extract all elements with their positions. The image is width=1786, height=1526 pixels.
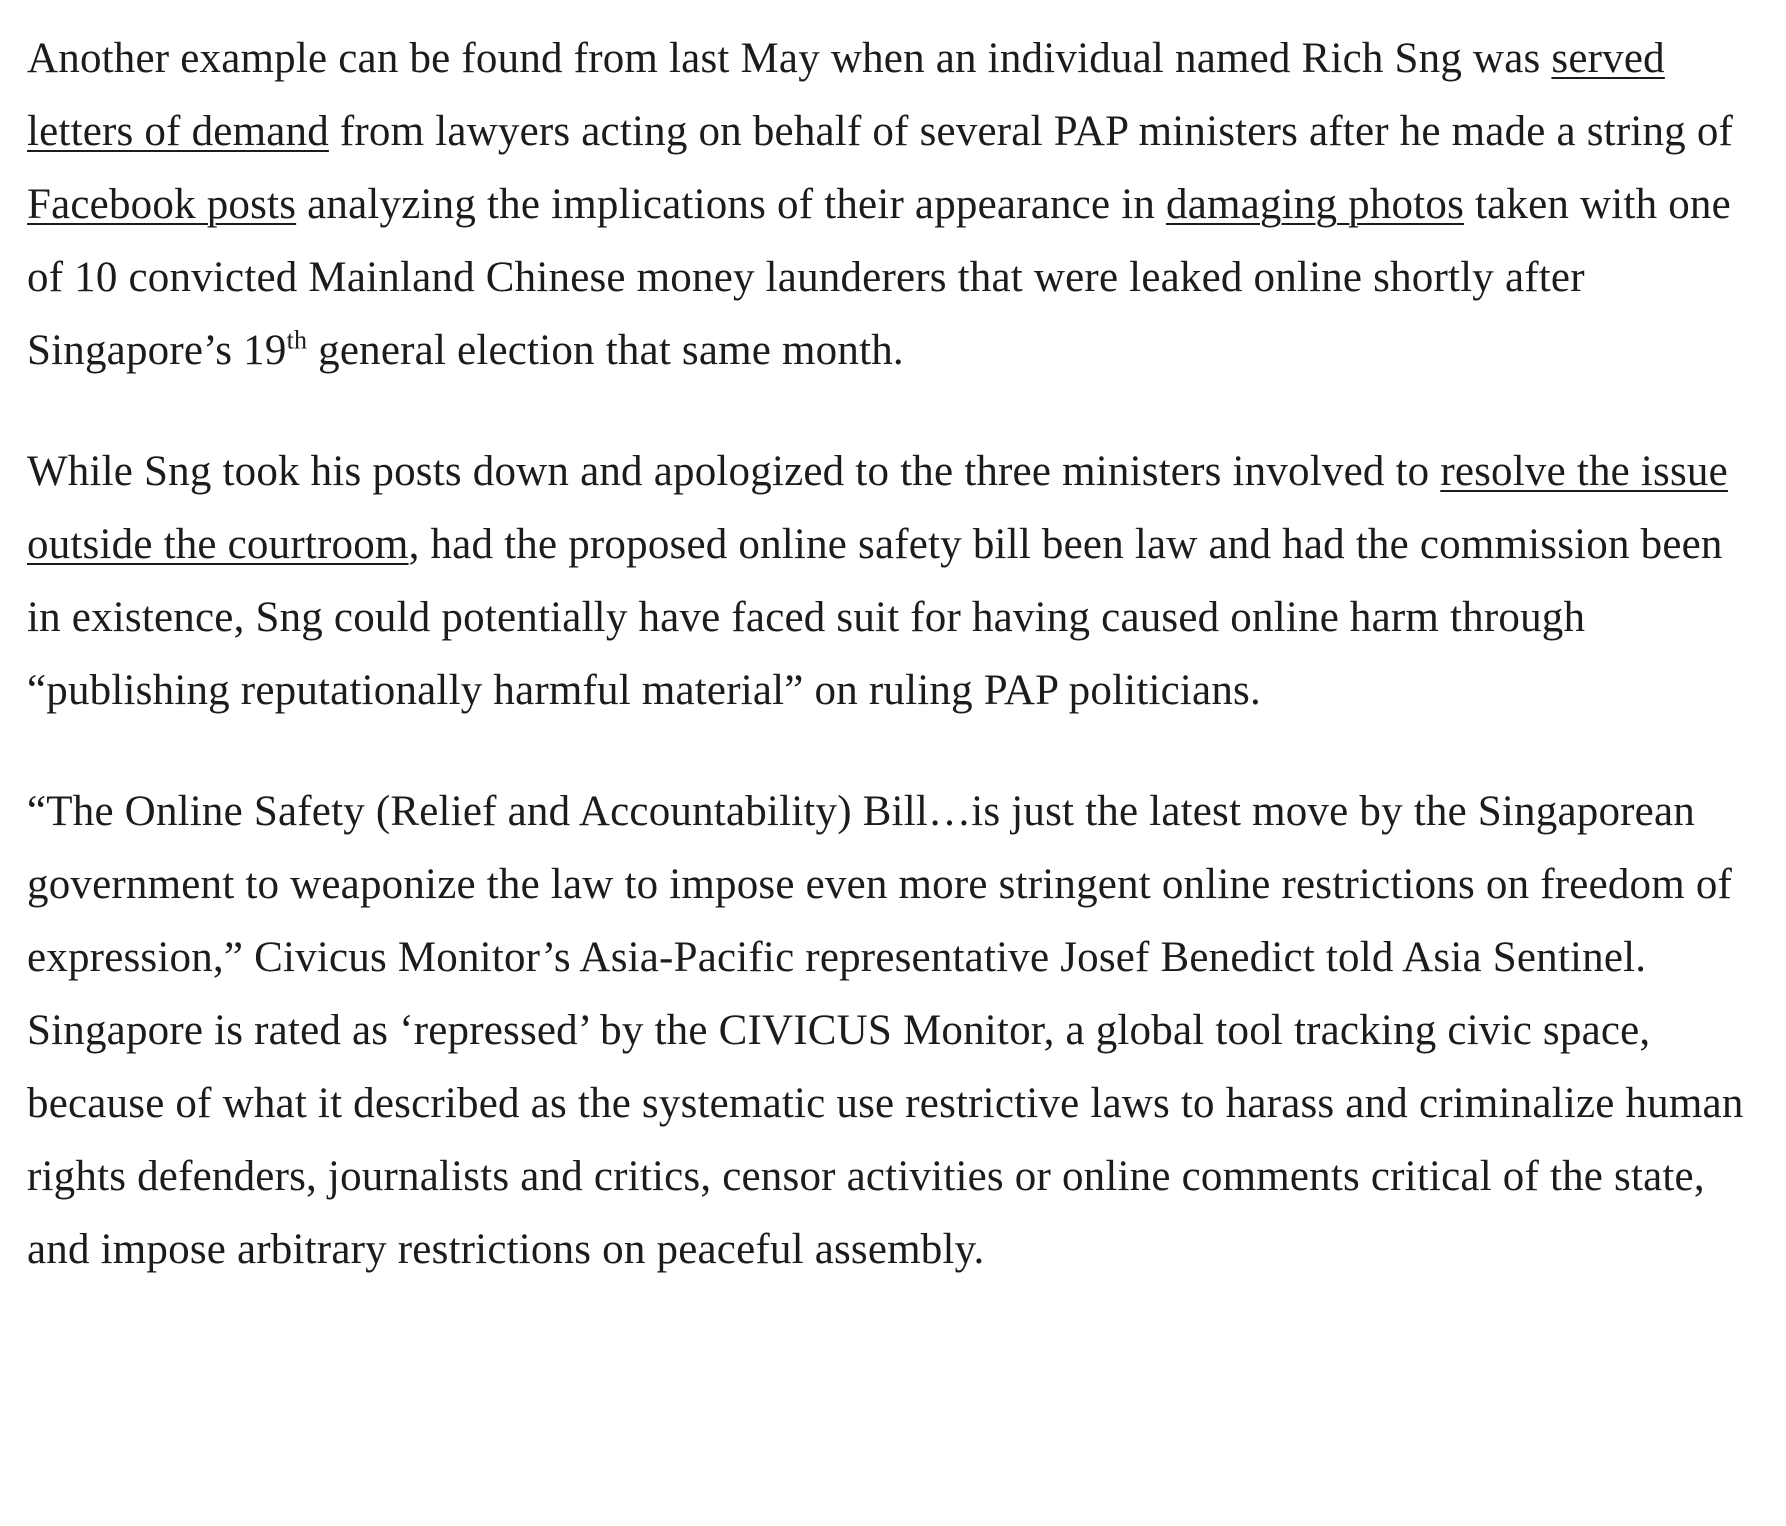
paragraph-3 — [27, 775, 1767, 1286]
link-resolve-the-issue-outside-the-courtroom[interactable]: resolve the issue outside the courtroom — [27, 448, 1728, 568]
link-damaging-photos[interactable]: damaging photos — [1166, 181, 1465, 228]
paragraph-text: “The Online Safety (Relief and Accountability) Bill…is just the latest move by the Singaporean government to weaponize the law to impose even more stringent online restrictions on freedom of expression,” Civicus Monitor’s Asia-Pacific representative Josef Benedict told Asia Sentinel. Singapore is rated as ‘repressed’ by the CIVICUS Monitor, a global tool tracking civic space, because of what it described as the systematic use restrictive laws to harass and criminalize human rights defenders, journalists and critics, censor activities or online comments critical of the state, and impose arbitrary restrictions on peaceful assembly. — [27, 788, 1744, 1273]
paragraph-text: analyzing the implications of their appearance in — [296, 181, 1167, 228]
paragraph-1 — [27, 22, 1767, 387]
paragraph-text: While Sng took his posts down and apologized to the three ministers involved to — [27, 448, 1441, 495]
link-facebook-posts[interactable]: Facebook posts — [27, 181, 297, 228]
paragraph-text: Another example can be found from last May when an individual named Rich Sng was — [27, 35, 1552, 82]
link-served-letters-of-demand[interactable]: served letters of demand — [27, 35, 1665, 155]
paragraph-text: general election that same month. — [307, 327, 904, 374]
paragraph-text: , had the proposed online safety bill been law and had the commission been in existence, Sng could potentially have faced suit for having caused online harm through “publishing reputationally harmful material” on ruling PAP politicians. — [27, 521, 1723, 714]
paragraph-2 — [27, 435, 1767, 727]
paragraph-text: from lawyers acting on behalf of several PAP ministers after he made a string of — [328, 108, 1734, 155]
ordinal-suffix: th — [286, 325, 308, 355]
article-body — [27, 22, 1767, 1334]
paragraph-text: taken with one of 10 convicted Mainland Chinese money launderers that were leaked online shortly after Singapore’s 19 — [27, 181, 1731, 374]
